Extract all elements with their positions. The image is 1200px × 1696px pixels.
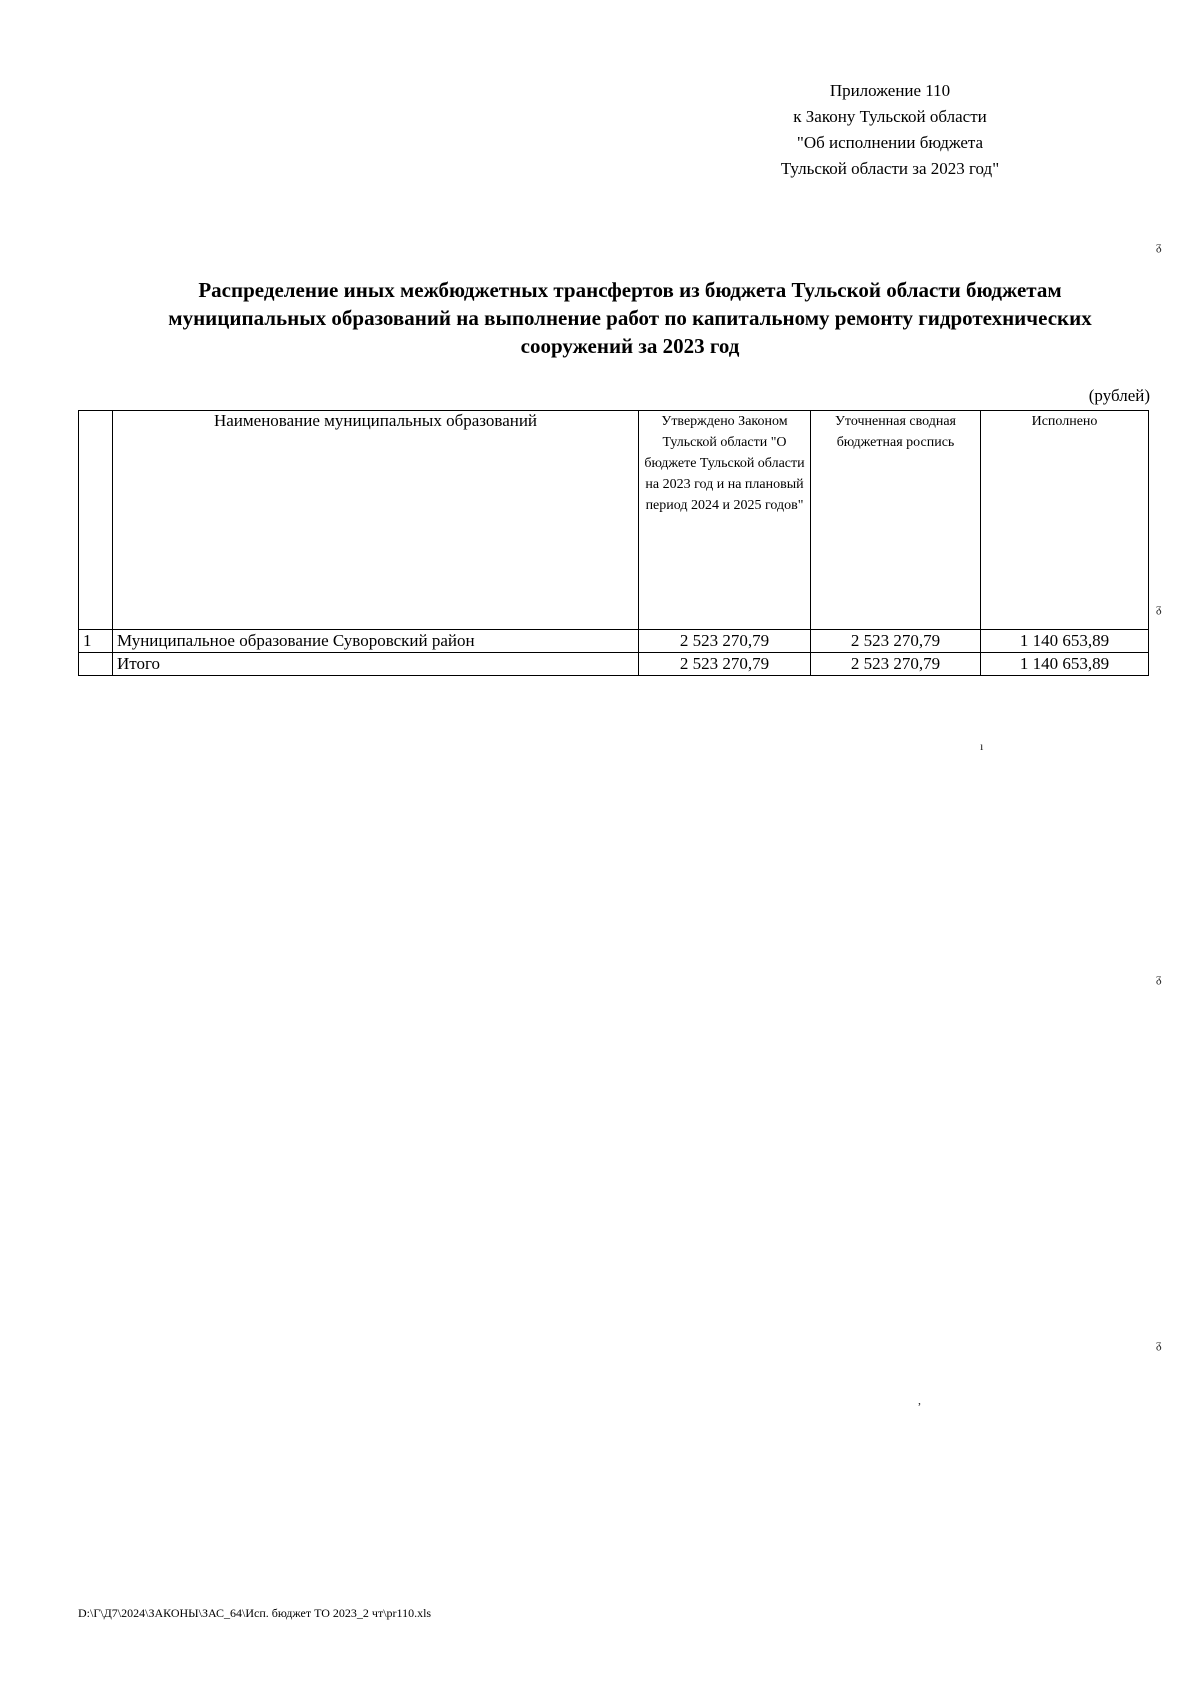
appendix-header (720, 78, 1060, 182)
header-executed: Исполнено (981, 411, 1149, 630)
document-title (100, 276, 1160, 360)
appendix-line-2: к Закону Тульской области (793, 107, 987, 126)
total-number (79, 653, 113, 676)
appendix-line-3: "Об исполнении бюджета (796, 133, 984, 152)
title-line-1: Распределение иных межбюджетных трансфертов из бюджета Тульской области бюджетам (198, 278, 1062, 302)
row-executed: 1 140 653,89 (981, 630, 1149, 653)
header-refined: Уточненная сводная бюджетная роспись (811, 411, 981, 630)
scan-mark: ᵹ (1156, 971, 1162, 985)
row-number: 1 (79, 630, 113, 653)
header-approved: Утверждено Законом Тульской области "О бюджете Тульской области на 2023 год и на плановый период 2024 и 2025 годов" (639, 411, 811, 630)
scan-mark: ᵹ (1156, 601, 1162, 615)
total-approved: 2 523 270,79 (639, 653, 811, 676)
scan-mark: ᵹ (1156, 239, 1162, 253)
appendix-line-1: Приложение 110 (829, 81, 951, 100)
total-executed: 1 140 653,89 (981, 653, 1149, 676)
table-row (79, 630, 1149, 653)
table-header-row (79, 411, 1149, 630)
footer-file-path: D:\Г\Д7\2024\ЗАКОНЫ\ЗАС_64\Исп. бюджет ТО 2023_2 чт\pr110.xls (78, 1606, 432, 1620)
table-total-row (79, 653, 1149, 676)
header-name: Наименование муниципальных образований (113, 411, 639, 630)
scan-mark: ı (980, 739, 984, 753)
total-refined: 2 523 270,79 (811, 653, 981, 676)
scan-mark: , (918, 1393, 921, 1407)
units-label: (рублей) (1088, 386, 1150, 405)
title-line-3: сооружений за 2023 год (520, 334, 740, 358)
row-refined: 2 523 270,79 (811, 630, 981, 653)
header-number (79, 411, 113, 630)
scan-mark: ᵹ (1156, 1337, 1162, 1351)
total-name: Итого (113, 653, 639, 676)
title-line-2: муниципальных образований на выполнение работ по капитальному ремонту гидротехнических (168, 306, 1092, 330)
row-approved: 2 523 270,79 (639, 630, 811, 653)
row-name: Муниципальное образование Суворовский район (113, 630, 639, 653)
appendix-line-4: Тульской области за 2023 год" (780, 159, 1000, 178)
transfers-table (78, 410, 1149, 676)
